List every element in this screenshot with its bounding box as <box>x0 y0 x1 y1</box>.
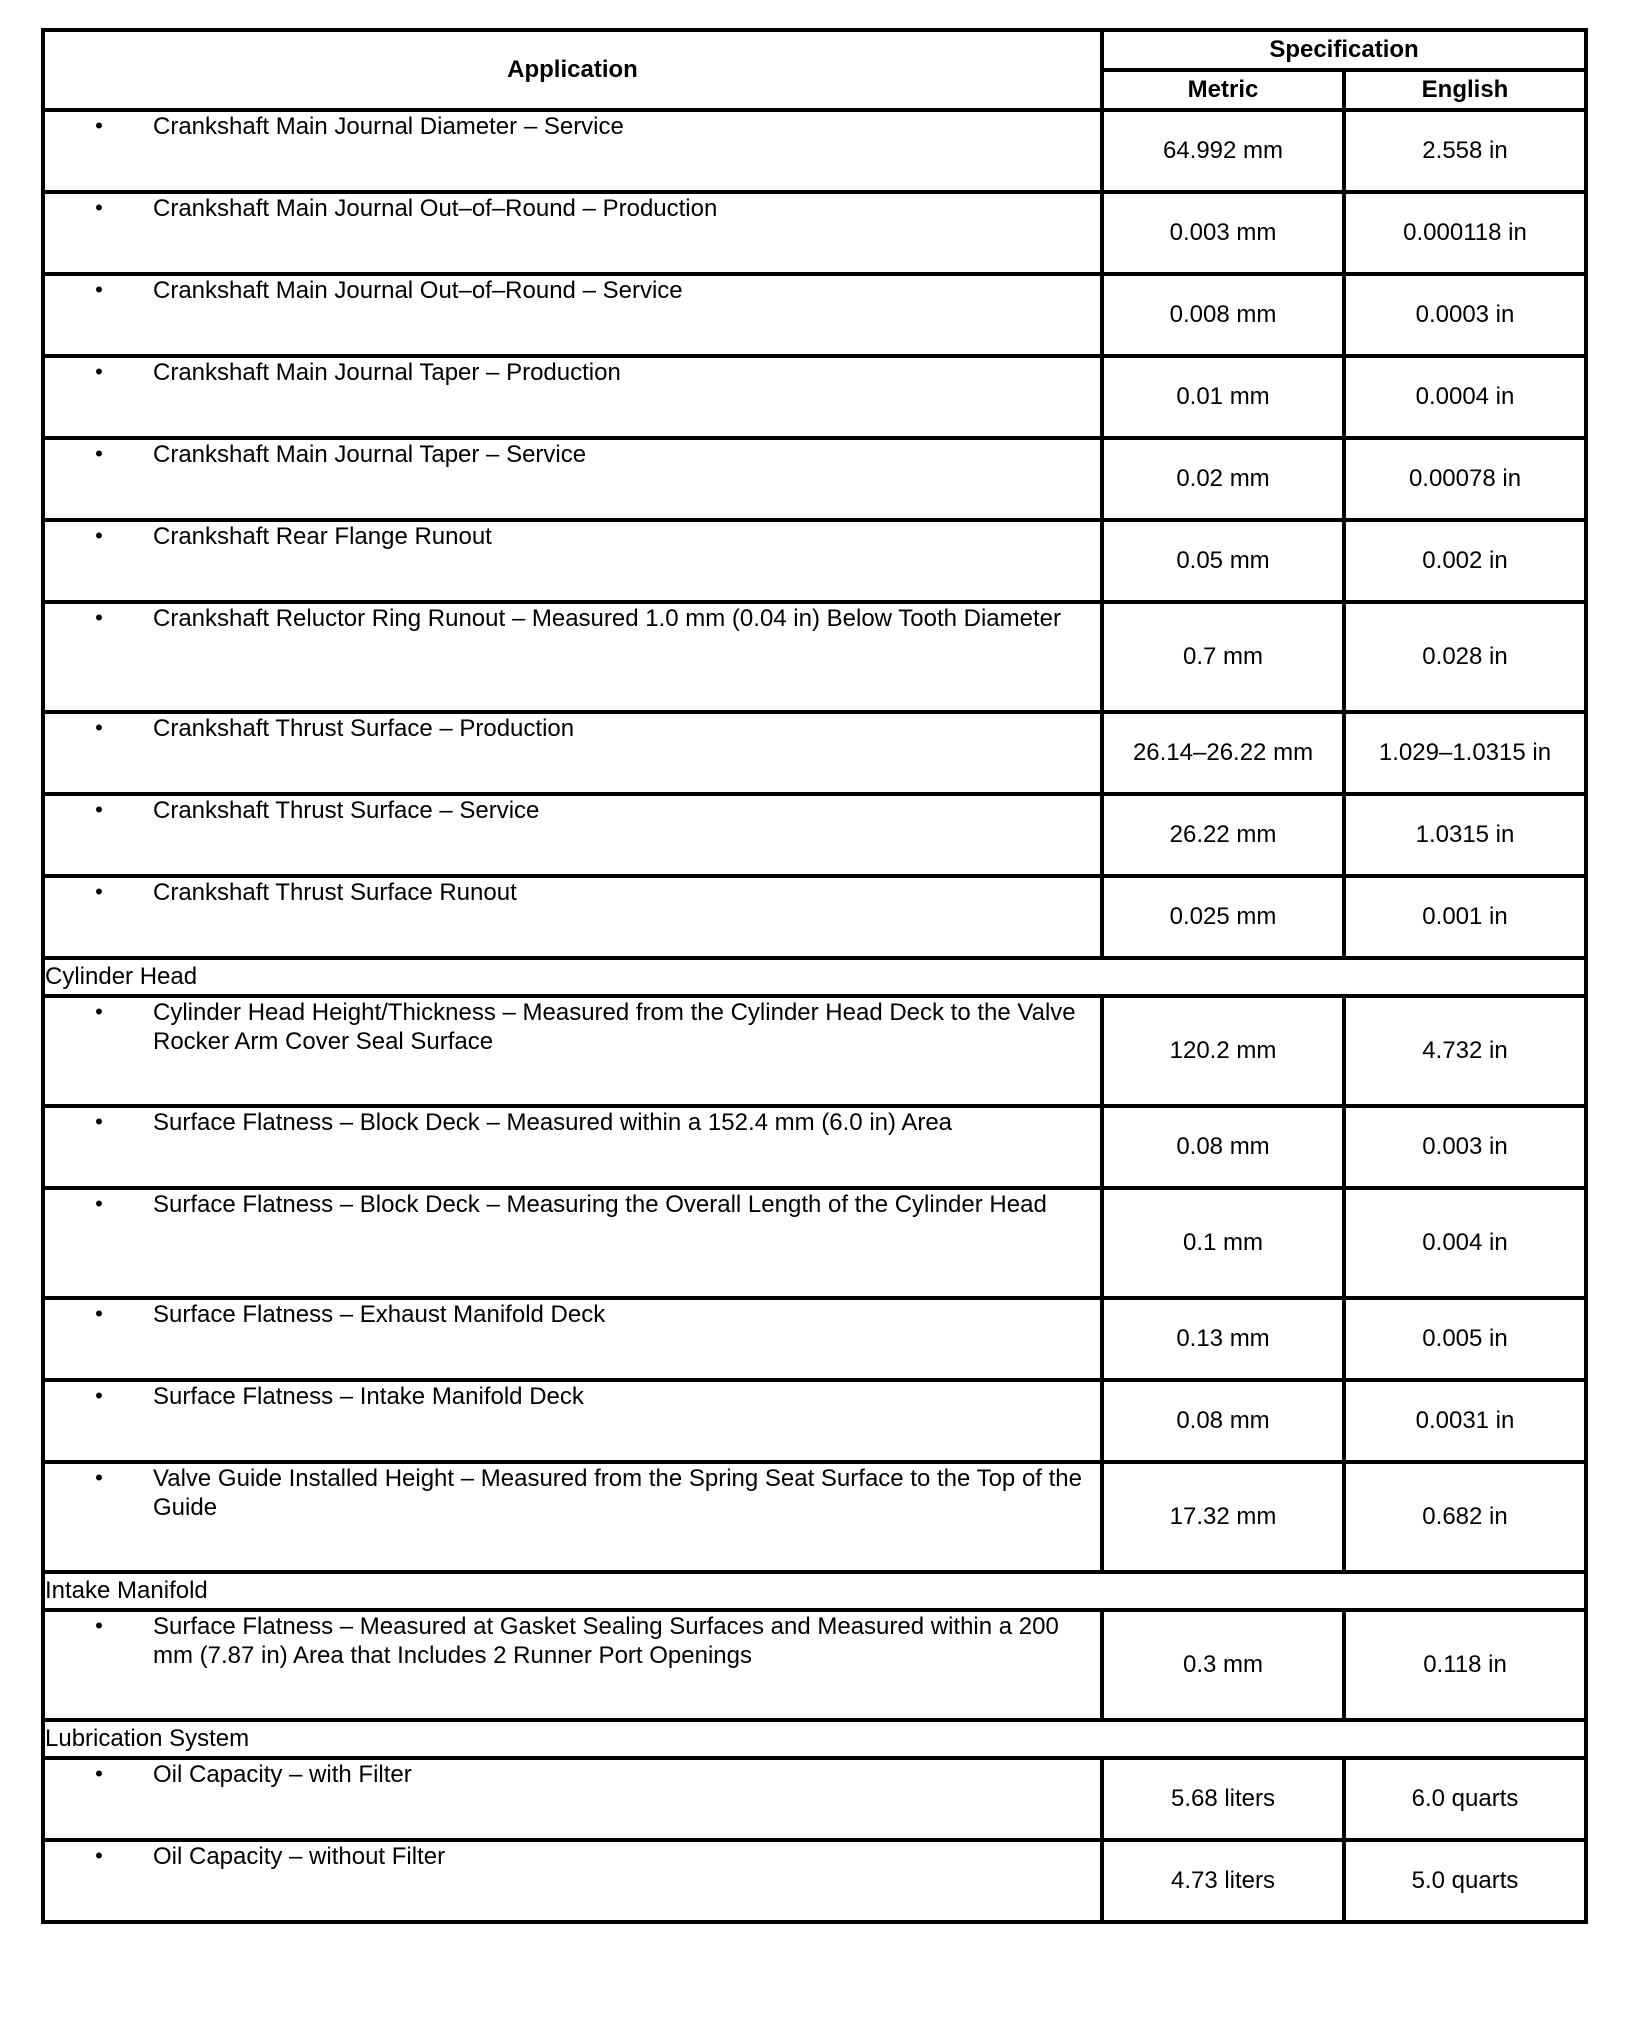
bullet-item <box>45 1382 1100 1411</box>
metric-value: 0.7 mm <box>1102 602 1344 712</box>
bullet-icon: • <box>95 195 103 220</box>
header-application: Application <box>43 30 1102 110</box>
application-cell <box>43 1462 1102 1572</box>
bullet-icon: • <box>95 605 103 630</box>
english-value: 5.0 quarts <box>1344 1840 1586 1922</box>
bullet-icon: • <box>95 1465 103 1490</box>
metric-value: 0.13 mm <box>1102 1298 1344 1380</box>
specification-table <box>41 28 1588 1924</box>
english-value: 0.028 in <box>1344 602 1586 712</box>
table-row <box>43 876 1586 958</box>
metric-value: 0.008 mm <box>1102 274 1344 356</box>
english-value: 0.682 in <box>1344 1462 1586 1572</box>
table-row <box>43 1610 1586 1720</box>
application-text: Cylinder Head Height/Thickness – Measured from the Cylinder Head Deck to the Valve Rocker Arm Cover Seal Surface <box>153 999 1076 1055</box>
english-value: 0.001 in <box>1344 876 1586 958</box>
bullet-icon: • <box>95 1109 103 1134</box>
application-text: Crankshaft Thrust Surface – Service <box>153 797 540 824</box>
bullet-item <box>45 714 1100 743</box>
application-text: Crankshaft Main Journal Taper – Production <box>153 359 621 386</box>
table-row <box>43 438 1586 520</box>
metric-value: 5.68 liters <box>1102 1758 1344 1840</box>
bullet-icon: • <box>95 523 103 548</box>
english-value: 1.0315 in <box>1344 794 1586 876</box>
bullet-item <box>45 194 1100 223</box>
bullet-item <box>45 358 1100 387</box>
metric-value: 17.32 mm <box>1102 1462 1344 1572</box>
bullet-item <box>45 1300 1100 1329</box>
table-row <box>43 1462 1586 1572</box>
section-row <box>43 1720 1586 1758</box>
application-text: Crankshaft Main Journal Taper – Service <box>153 441 587 468</box>
english-value: 0.0031 in <box>1344 1380 1586 1462</box>
english-value: 0.004 in <box>1344 1188 1586 1298</box>
application-cell <box>43 602 1102 712</box>
metric-value: 0.01 mm <box>1102 356 1344 438</box>
application-cell <box>43 356 1102 438</box>
metric-value: 26.14–26.22 mm <box>1102 712 1344 794</box>
english-value: 2.558 in <box>1344 110 1586 192</box>
application-text: Crankshaft Thrust Surface – Production <box>153 715 575 742</box>
application-cell <box>43 192 1102 274</box>
metric-value: 0.05 mm <box>1102 520 1344 602</box>
application-cell <box>43 1188 1102 1298</box>
bullet-icon: • <box>95 1843 103 1868</box>
bullet-item <box>45 276 1100 305</box>
application-cell <box>43 712 1102 794</box>
section-heading: Cylinder Head <box>43 958 1586 996</box>
section-row <box>43 958 1586 996</box>
application-text: Surface Flatness – Exhaust Manifold Deck <box>153 1301 606 1328</box>
application-text: Crankshaft Main Journal Out–of–Round – Service <box>153 277 683 304</box>
metric-value: 0.1 mm <box>1102 1188 1344 1298</box>
bullet-item <box>45 796 1100 825</box>
application-text: Crankshaft Rear Flange Runout <box>153 523 492 550</box>
application-text: Crankshaft Reluctor Ring Runout – Measured 1.0 mm (0.04 in) Below Tooth Diameter <box>153 605 1061 632</box>
bullet-item <box>45 604 1100 633</box>
bullet-icon: • <box>95 1383 103 1408</box>
metric-value: 4.73 liters <box>1102 1840 1344 1922</box>
bullet-item <box>45 1108 1100 1137</box>
metric-value: 64.992 mm <box>1102 110 1344 192</box>
english-value: 4.732 in <box>1344 996 1586 1106</box>
application-cell <box>43 996 1102 1106</box>
application-text: Surface Flatness – Intake Manifold Deck <box>153 1383 584 1410</box>
table-row <box>43 712 1586 794</box>
table-row <box>43 274 1586 356</box>
section-row <box>43 1572 1586 1610</box>
application-cell <box>43 520 1102 602</box>
english-value: 0.002 in <box>1344 520 1586 602</box>
application-cell <box>43 1610 1102 1720</box>
application-cell <box>43 274 1102 356</box>
bullet-item <box>45 998 1100 1056</box>
metric-value: 0.08 mm <box>1102 1380 1344 1462</box>
application-text: Oil Capacity – without Filter <box>153 1843 446 1870</box>
metric-value: 120.2 mm <box>1102 996 1344 1106</box>
table-row <box>43 192 1586 274</box>
bullet-item <box>45 112 1100 141</box>
application-text: Valve Guide Installed Height – Measured from the Spring Seat Surface to the Top of the Guide <box>153 1465 1082 1521</box>
bullet-item <box>45 440 1100 469</box>
application-cell <box>43 1106 1102 1188</box>
application-text: Surface Flatness – Measured at Gasket Sealing Surfaces and Measured within a 200 mm (7.87 in) Area that Includes 2 Runner Port Openings <box>153 1613 1059 1669</box>
bullet-icon: • <box>95 359 103 384</box>
bullet-icon: • <box>95 797 103 822</box>
application-text: Crankshaft Main Journal Out–of–Round – Production <box>153 195 718 222</box>
table-row <box>43 602 1586 712</box>
metric-value: 0.003 mm <box>1102 192 1344 274</box>
application-cell <box>43 794 1102 876</box>
bullet-item <box>45 1842 1100 1871</box>
metric-value: 0.025 mm <box>1102 876 1344 958</box>
application-cell <box>43 1298 1102 1380</box>
bullet-icon: • <box>95 1613 103 1638</box>
metric-value: 0.3 mm <box>1102 1610 1344 1720</box>
english-value: 0.118 in <box>1344 1610 1586 1720</box>
english-value: 0.0003 in <box>1344 274 1586 356</box>
table-row <box>43 794 1586 876</box>
metric-value: 26.22 mm <box>1102 794 1344 876</box>
table-row <box>43 996 1586 1106</box>
table-row <box>43 1298 1586 1380</box>
english-value: 6.0 quarts <box>1344 1758 1586 1840</box>
table-row <box>43 1840 1586 1922</box>
table-row <box>43 110 1586 192</box>
application-text: Oil Capacity – with Filter <box>153 1761 412 1788</box>
bullet-icon: • <box>95 879 103 904</box>
application-text: Surface Flatness – Block Deck – Measured within a 152.4 mm (6.0 in) Area <box>153 1109 953 1136</box>
application-text: Surface Flatness – Block Deck – Measuring the Overall Length of the Cylinder Head <box>153 1191 1047 1218</box>
section-heading: Intake Manifold <box>43 1572 1586 1610</box>
application-cell <box>43 876 1102 958</box>
table-body <box>43 110 1586 1922</box>
application-cell <box>43 110 1102 192</box>
header-metric: Metric <box>1102 70 1344 110</box>
bullet-item <box>45 1190 1100 1219</box>
english-value: 0.00078 in <box>1344 438 1586 520</box>
application-cell <box>43 438 1102 520</box>
table-row <box>43 1188 1586 1298</box>
application-cell <box>43 1380 1102 1462</box>
application-text: Crankshaft Thrust Surface Runout <box>153 879 517 906</box>
english-value: 1.029–1.0315 in <box>1344 712 1586 794</box>
table-row <box>43 356 1586 438</box>
bullet-icon: • <box>95 441 103 466</box>
bullet-item <box>45 1464 1100 1522</box>
table-row <box>43 1106 1586 1188</box>
metric-value: 0.08 mm <box>1102 1106 1344 1188</box>
english-value: 0.005 in <box>1344 1298 1586 1380</box>
bullet-icon: • <box>95 1761 103 1786</box>
english-value: 0.003 in <box>1344 1106 1586 1188</box>
table-row <box>43 1380 1586 1462</box>
header-english: English <box>1344 70 1586 110</box>
bullet-item <box>45 1760 1100 1789</box>
table-row <box>43 1758 1586 1840</box>
header-specification: Specification <box>1102 30 1586 70</box>
application-cell <box>43 1758 1102 1840</box>
bullet-icon: • <box>95 113 103 138</box>
bullet-icon: • <box>95 1191 103 1216</box>
application-cell <box>43 1840 1102 1922</box>
bullet-icon: • <box>95 1301 103 1326</box>
bullet-item <box>45 878 1100 907</box>
application-text: Crankshaft Main Journal Diameter – Service <box>153 113 624 140</box>
bullet-item <box>45 522 1100 551</box>
metric-value: 0.02 mm <box>1102 438 1344 520</box>
table-row <box>43 520 1586 602</box>
bullet-icon: • <box>95 999 103 1024</box>
english-value: 0.0004 in <box>1344 356 1586 438</box>
bullet-icon: • <box>95 277 103 302</box>
bullet-icon: • <box>95 715 103 740</box>
bullet-item <box>45 1612 1100 1670</box>
section-heading: Lubrication System <box>43 1720 1586 1758</box>
english-value: 0.000118 in <box>1344 192 1586 274</box>
